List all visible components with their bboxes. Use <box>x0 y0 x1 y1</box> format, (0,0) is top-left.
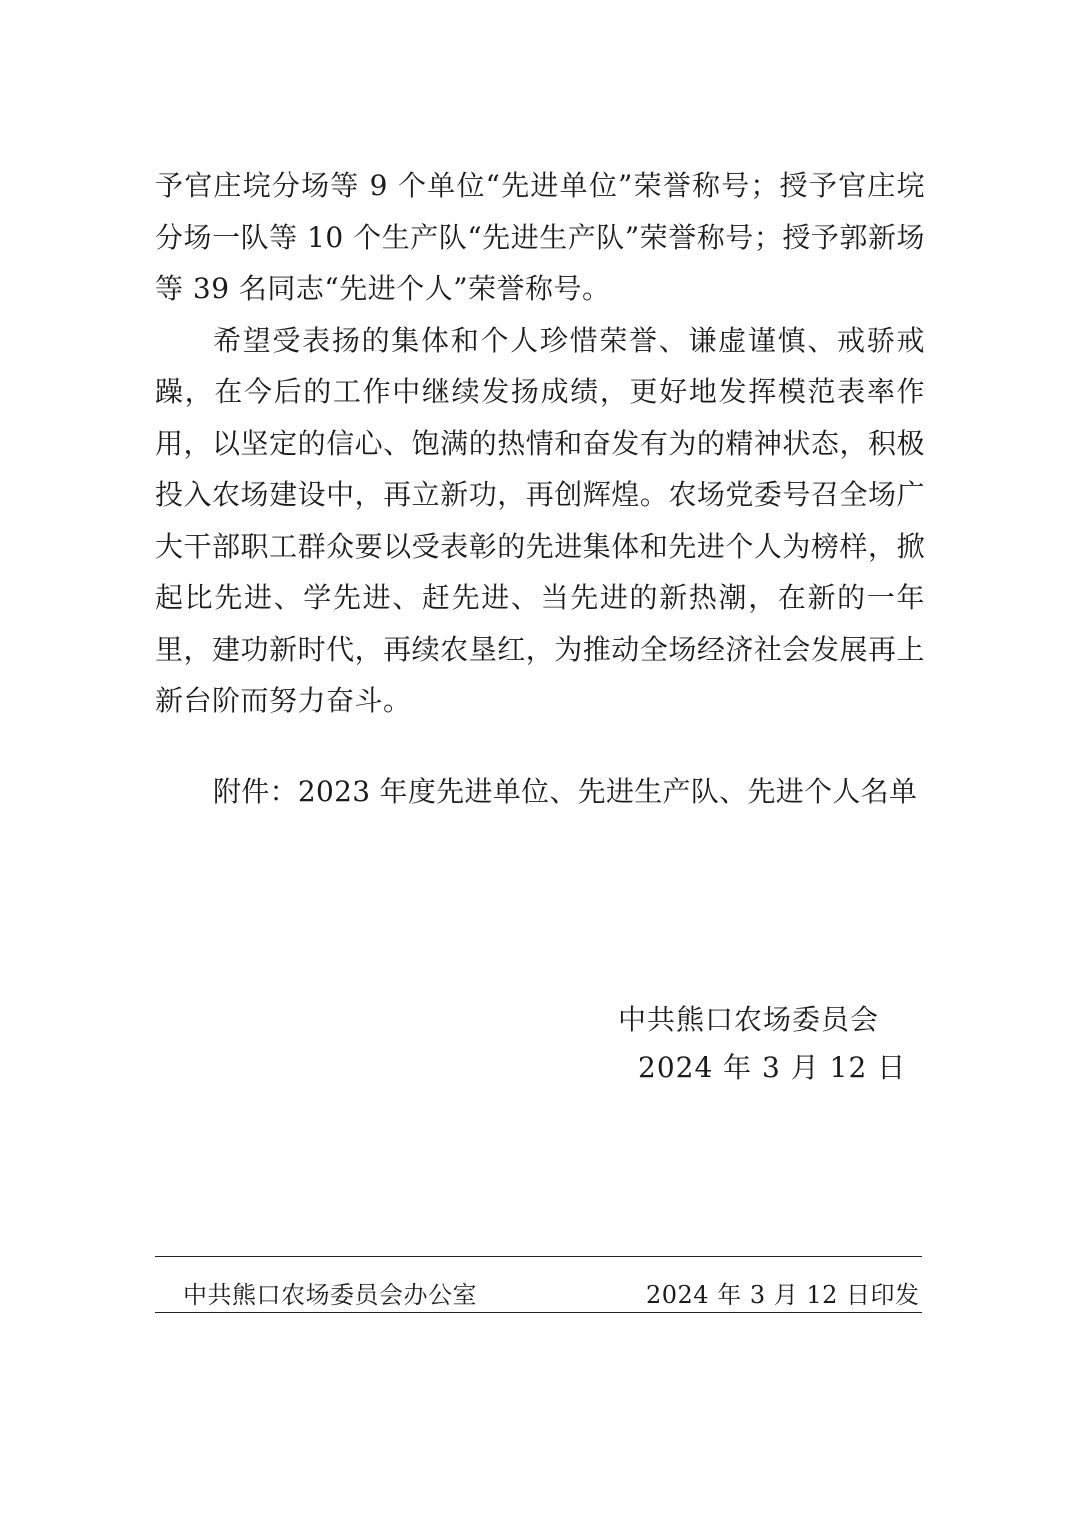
signature-block <box>618 996 907 1092</box>
footer-bottom-rule <box>155 1312 922 1313</box>
document-body <box>155 160 925 727</box>
footer-issuer: 中共熊口农场委员会办公室 <box>183 1281 477 1309</box>
paragraph-commendation-continued: 予官庄垸分场等 9 个单位“先进单位”荣誉称号；授予官庄垸分场一队等 10 个生产队“先进生产队”荣誉称号；授予郭新场等 39 名同志“先进个人”荣誉称号。 <box>155 169 925 305</box>
signature-organization: 中共熊口农场委员会 <box>618 1003 880 1036</box>
footer-print-date: 2024 年 3 月 12 日印发 <box>646 1281 920 1309</box>
footer-top-rule <box>155 1256 922 1257</box>
signature-date: 2024 年 3 月 12 日 <box>638 1051 907 1084</box>
paragraph-expectations: 希望受表扬的集体和个人珍惜荣誉、谦虚谨慎、戒骄戒躁，在今后的工作中继续发扬成绩，更好地发挥模范表率作用，以坚定的信心、饱满的热情和奋发有为的精神状态，积极投入农场建设中，再立新功，再创辉煌。农场党委号召全场广大干部职工群众要以受表彰的先进集体和先进个人为榜样，掀起比先进、学先进、赶先进、当先进的新热潮，在新的一年里，建功新时代，再续农垦红，为推动全场经济社会发展再上新台阶而努力奋斗。 <box>155 323 925 717</box>
attachment-note: 附件：2023 年度先进单位、先进生产队、先进个人名单 <box>213 775 918 808</box>
